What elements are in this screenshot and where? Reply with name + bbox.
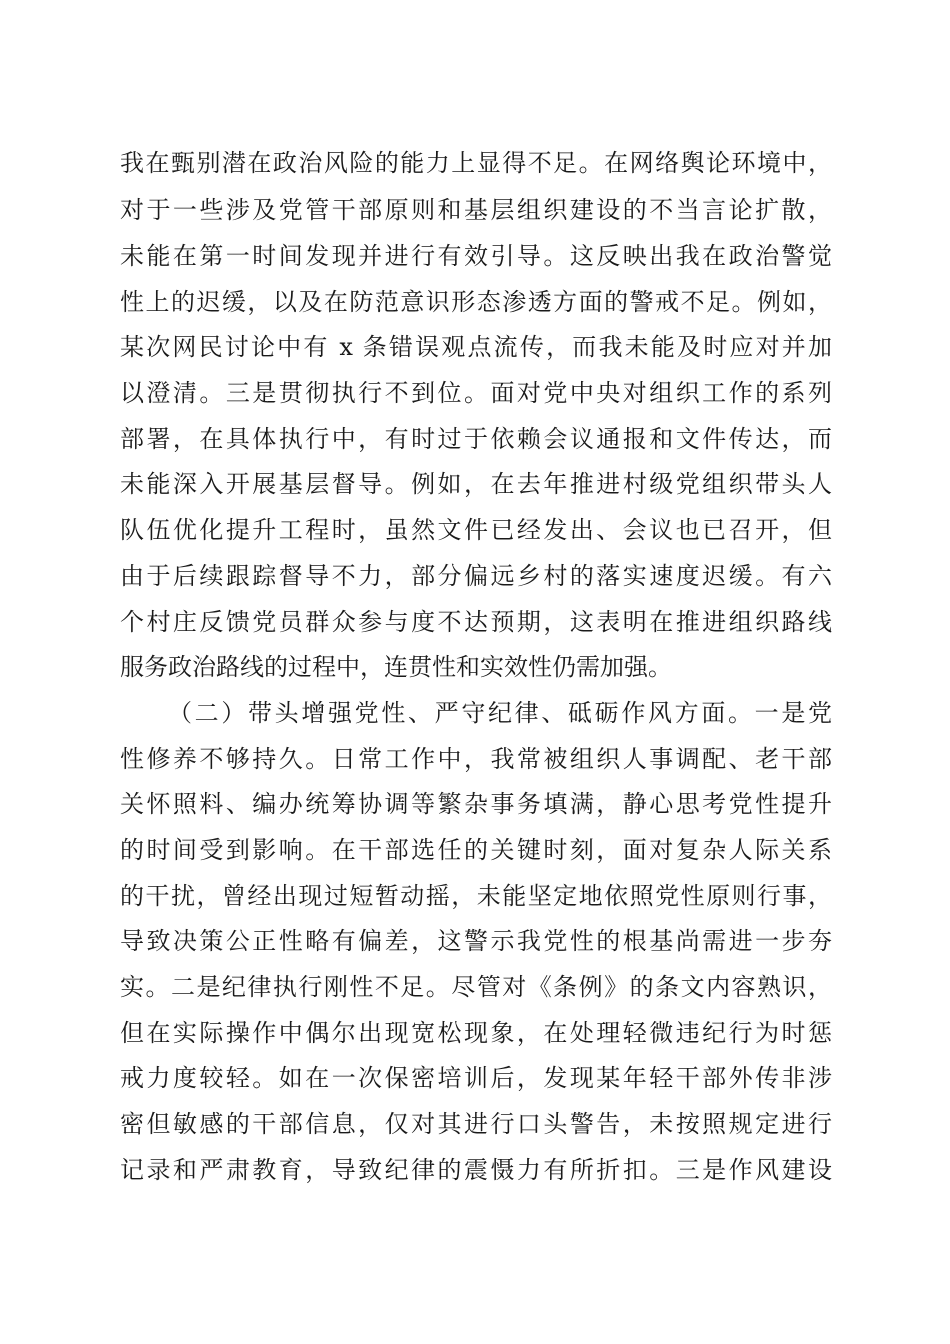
text-line: 实。二是纪律执行刚性不足。尽管对《条例》的条文内容熟识， <box>120 973 832 1001</box>
text-line: 性修养不够持久。日常工作中，我常被组织人事调配、老干部 <box>120 745 832 773</box>
text-line: 队伍优化提升工程时，虽然文件已经发出、会议也已召开，但 <box>120 516 832 544</box>
text-line: 我在甄别潜在政治风险的能力上显得不足。在网络舆论环境中， <box>120 149 832 177</box>
text-line: 未能深入开展基层督导。例如，在去年推进村级党组织带头人 <box>120 470 832 498</box>
text-line: 对于一些涉及党管干部原则和基层组织建设的不当言论扩散， <box>120 196 832 224</box>
text-line: 的时间受到影响。在干部选任的关键时刻，面对复杂人际关系 <box>120 836 832 864</box>
text-line: 但在实际操作中偶尔出现宽松现象，在处理轻微违纪行为时惩 <box>120 1019 832 1047</box>
text-line: 某次网民讨论中有 x 条错误观点流传，而我未能及时应对并加 <box>120 333 832 361</box>
text-line: 导致决策公正性略有偏差，这警示我党性的根基尚需进一步夯 <box>120 927 832 955</box>
text-line: 以澄清。三是贯彻执行不到位。面对党中央对组织工作的系列 <box>120 379 832 407</box>
text-line: 的干扰，曾经出现过短暂动摇，未能坚定地依照党性原则行事， <box>120 882 832 910</box>
text-line: 性上的迟缓，以及在防范意识形态渗透方面的警戒不足。例如， <box>120 288 832 316</box>
text-line: 个村庄反馈党员群众参与度不达预期，这表明在推进组织路线 <box>120 608 832 636</box>
text-line: 未能在第一时间发现并进行有效引导。这反映出我在政治警觉 <box>120 242 832 270</box>
text-line: 戒力度较轻。如在一次保密培训后，发现某年轻干部外传非涉 <box>120 1064 832 1092</box>
text-line: 部署，在具体执行中，有时过于依赖会议通报和文件传达，而 <box>120 425 832 453</box>
text-line: 记录和严肃教育，导致纪律的震慑力有所折扣。三是作风建设 <box>120 1156 832 1184</box>
section-heading-line: （二）带头增强党性、严守纪律、砥砺作风方面。一是党 <box>168 699 832 727</box>
text-line: 密但敏感的干部信息，仅对其进行口头警告，未按照规定进行 <box>120 1110 832 1138</box>
text-line: 服务政治路线的过程中，连贯性和实效性仍需加强。 <box>120 653 672 681</box>
text-line: 由于后续跟踪督导不力，部分偏远乡村的落实速度迟缓。有六 <box>120 562 832 590</box>
text-line: 关怀照料、编办统筹协调等繁杂事务填满，静心思考党性提升 <box>120 790 832 818</box>
